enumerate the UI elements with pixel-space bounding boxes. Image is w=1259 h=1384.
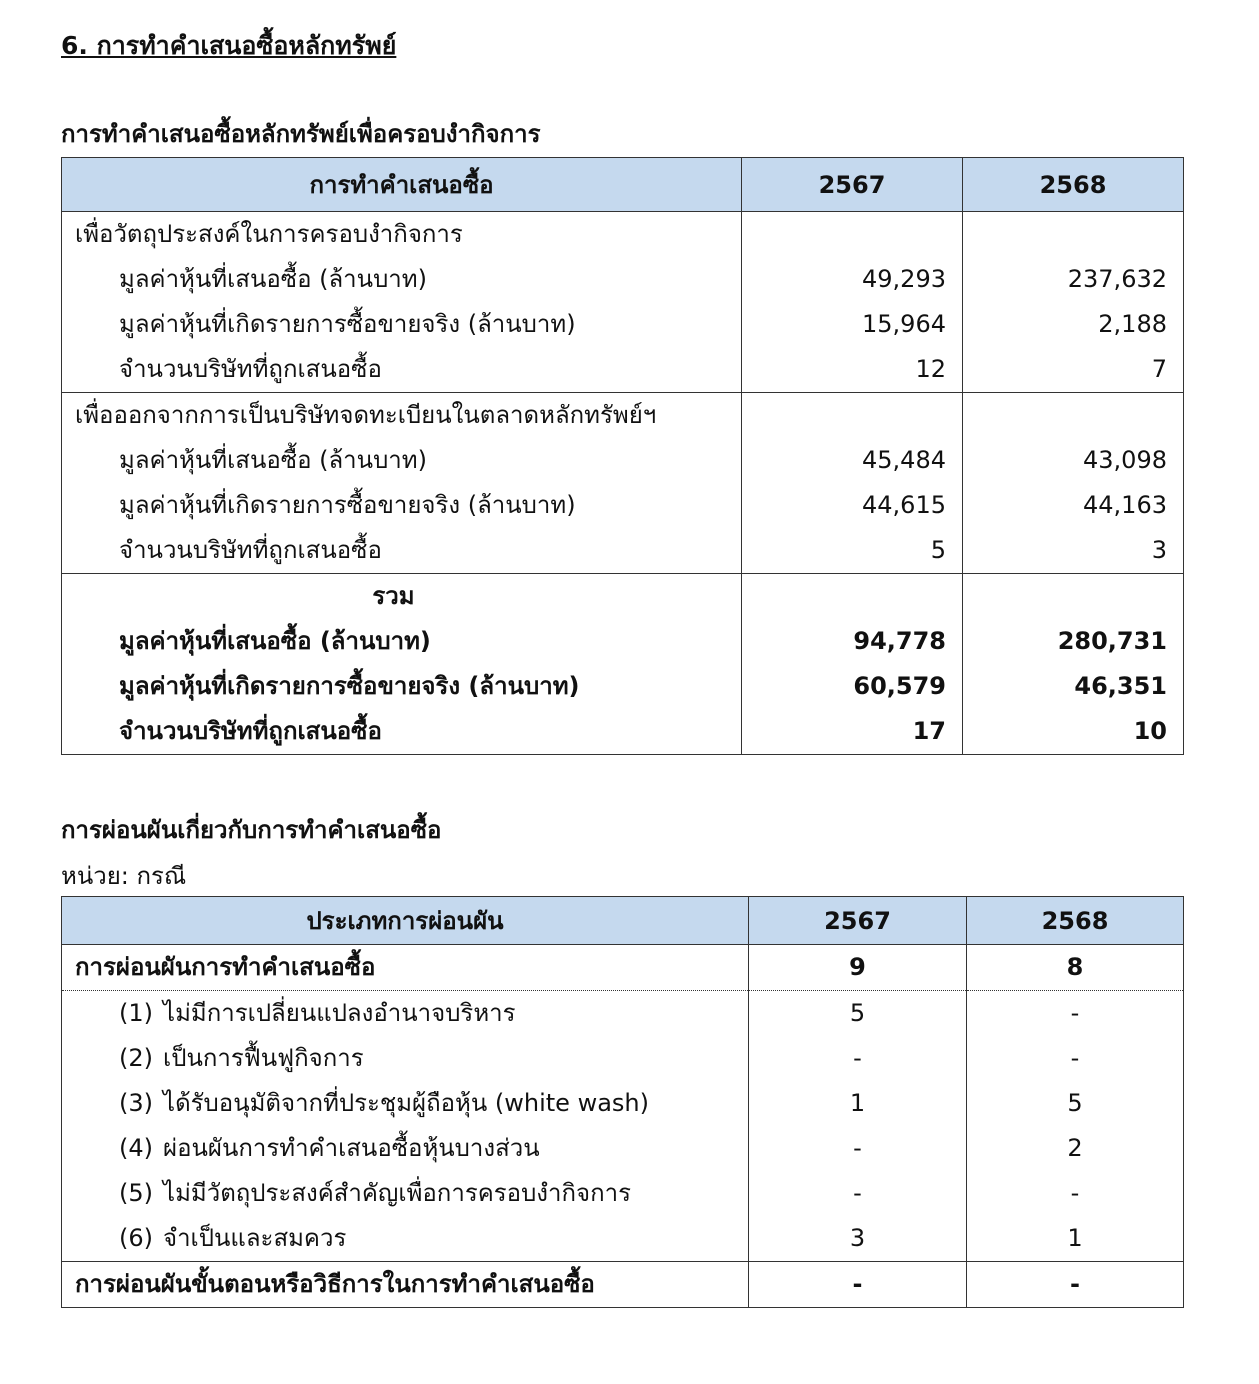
procedure-row [62, 1262, 1184, 1308]
table-row [62, 1036, 1184, 1081]
table-row [62, 1081, 1184, 1126]
item-text: ได้รับอนุมัติจากที่ประชุมผู้ถือหุ้น (white wash) [163, 1089, 649, 1117]
row-label: มูลค่าหุ้นที่เสนอซื้อ (ล้านบาท) [62, 619, 742, 664]
row-label: มูลค่าหุ้นที่เกิดรายการซื้อขายจริง (ล้านบาท) [62, 664, 742, 709]
value-2567: 45,484 [742, 438, 963, 483]
table-row [62, 1171, 1184, 1216]
row-label: การผ่อนผันขั้นตอนหรือวิธีการในการทำคำเสนอซื้อ [62, 1262, 749, 1308]
item-text: ผ่อนผันการทำคำเสนอซื้อหุ้นบางส่วน [163, 1134, 540, 1162]
header-year-2568: 2568 [967, 897, 1184, 945]
value-2567: 9 [749, 945, 967, 991]
value-2568: - [967, 1262, 1184, 1308]
row-label: มูลค่าหุ้นที่เสนอซื้อ (ล้านบาท) [62, 438, 742, 483]
table-row [62, 257, 1184, 302]
item-text: เป็นการฟื้นฟูกิจการ [163, 1044, 364, 1072]
value-2567: 15,964 [742, 302, 963, 347]
summary-row [62, 945, 1184, 991]
value-2568: 43,098 [963, 438, 1184, 483]
row-label [62, 1081, 749, 1126]
value-2568: 3 [963, 528, 1184, 574]
item-number: (1) [119, 999, 153, 1027]
item-text: ไม่มีการเปลี่ยนแปลงอำนาจบริหาร [163, 999, 516, 1027]
value-2568: 44,163 [963, 483, 1184, 528]
value-2567: - [749, 1262, 967, 1308]
item-number: (3) [119, 1089, 153, 1117]
value-2568: 237,632 [963, 257, 1184, 302]
row-label [62, 1126, 749, 1171]
value-2567: - [749, 1036, 967, 1081]
value-2568: 280,731 [963, 619, 1184, 664]
group-heading-row [62, 393, 1184, 439]
value-2568: 7 [963, 347, 1184, 393]
value-2568: 46,351 [963, 664, 1184, 709]
item-number: (4) [119, 1134, 153, 1162]
row-label: มูลค่าหุ้นที่เกิดรายการซื้อขายจริง (ล้านบาท) [62, 302, 742, 347]
value-2568: 10 [963, 709, 1184, 755]
value-2567: - [749, 1171, 967, 1216]
waiver-table-title: การผ่อนผันเกี่ยวกับการทำคำเสนอซื้อ [61, 816, 442, 844]
takeover-offer-table [61, 157, 1184, 755]
waiver-table [61, 896, 1184, 1308]
row-label [62, 1036, 749, 1081]
value-2568: 8 [967, 945, 1184, 991]
table-row [62, 302, 1184, 347]
table-row [62, 483, 1184, 528]
table-row [62, 528, 1184, 574]
table-row [62, 347, 1184, 393]
section-heading: 6. การทำคำเสนอซื้อหลักทรัพย์ [61, 31, 397, 60]
total-heading: รวม [62, 574, 742, 620]
row-label [62, 991, 749, 1037]
group-heading-row [62, 212, 1184, 258]
header-year-2567: 2567 [749, 897, 967, 945]
value-2568: - [967, 1036, 1184, 1081]
row-label: มูลค่าหุ้นที่เกิดรายการซื้อขายจริง (ล้านบาท) [62, 483, 742, 528]
total-row [62, 664, 1184, 709]
value-2567: 3 [749, 1216, 967, 1262]
unit-note: หน่วย: กรณี [61, 862, 187, 890]
total-row [62, 619, 1184, 664]
total-heading-row [62, 574, 1184, 620]
header-year-2568: 2568 [963, 158, 1184, 212]
item-text: ไม่มีวัตถุประสงค์สำคัญเพื่อการครอบงำกิจการ [163, 1179, 631, 1207]
value-2567: 1 [749, 1081, 967, 1126]
group-heading: เพื่อออกจากการเป็นบริษัทจดทะเบียนในตลาดหลักทรัพย์ฯ [62, 393, 742, 439]
row-label: จำนวนบริษัทที่ถูกเสนอซื้อ [62, 347, 742, 393]
value-2568: - [967, 991, 1184, 1037]
item-text: จำเป็นและสมควร [163, 1224, 347, 1252]
header-year-2567: 2567 [742, 158, 963, 212]
row-label: จำนวนบริษัทที่ถูกเสนอซื้อ [62, 709, 742, 755]
value-2567: 60,579 [742, 664, 963, 709]
group-heading: เพื่อวัตถุประสงค์ในการครอบงำกิจการ [62, 212, 742, 258]
table-header-row [62, 897, 1184, 945]
table-row [62, 991, 1184, 1037]
value-2568: 2,188 [963, 302, 1184, 347]
item-number: (5) [119, 1179, 153, 1207]
value-2567: - [749, 1126, 967, 1171]
row-label [62, 1171, 749, 1216]
header-offer-type: การทำคำเสนอซื้อ [62, 158, 742, 212]
table-row [62, 1126, 1184, 1171]
table-header-row [62, 158, 1184, 212]
value-2568: 2 [967, 1126, 1184, 1171]
value-2567: 49,293 [742, 257, 963, 302]
item-number: (2) [119, 1044, 153, 1072]
value-2567: 94,778 [742, 619, 963, 664]
value-2568: 1 [967, 1216, 1184, 1262]
table-row [62, 438, 1184, 483]
value-2567: 17 [742, 709, 963, 755]
row-label [62, 1216, 749, 1262]
row-label: มูลค่าหุ้นที่เสนอซื้อ (ล้านบาท) [62, 257, 742, 302]
value-2568: - [967, 1171, 1184, 1216]
row-label: การผ่อนผันการทำคำเสนอซื้อ [62, 945, 749, 991]
total-row [62, 709, 1184, 755]
value-2567: 5 [749, 991, 967, 1037]
value-2568: 5 [967, 1081, 1184, 1126]
row-label: จำนวนบริษัทที่ถูกเสนอซื้อ [62, 528, 742, 574]
table-row [62, 1216, 1184, 1262]
value-2567: 5 [742, 528, 963, 574]
value-2567: 44,615 [742, 483, 963, 528]
value-2567: 12 [742, 347, 963, 393]
header-waiver-type: ประเภทการผ่อนผัน [62, 897, 749, 945]
takeover-table-title: การทำคำเสนอซื้อหลักทรัพย์เพื่อครอบงำกิจการ [61, 120, 541, 148]
item-number: (6) [119, 1224, 153, 1252]
